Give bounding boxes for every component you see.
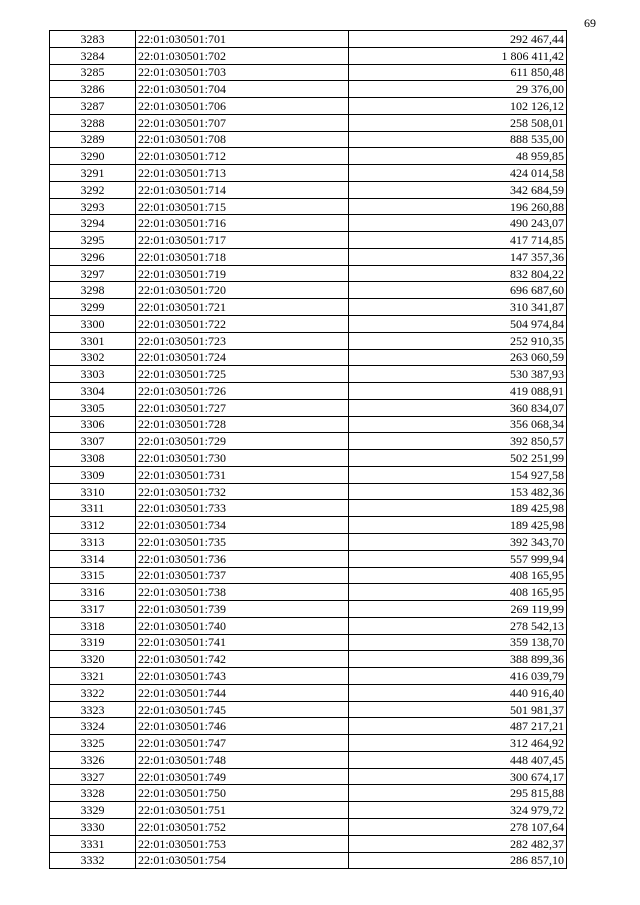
- row-number-cell: 3321: [50, 668, 136, 685]
- row-number-cell: 3296: [50, 248, 136, 265]
- table-row: [50, 299, 567, 316]
- cadastral-number-cell: 22:01:030501:725: [136, 366, 349, 383]
- table-row: [50, 181, 567, 198]
- row-number-cell: 3310: [50, 483, 136, 500]
- cadastral-value-cell: 300 674,17: [349, 768, 567, 785]
- table-row: [50, 265, 567, 282]
- page-number: 69: [584, 16, 596, 30]
- cadastral-number-cell: 22:01:030501:740: [136, 617, 349, 634]
- table-row: [50, 450, 567, 467]
- table-row: [50, 684, 567, 701]
- table-row: [50, 550, 567, 567]
- table-row: [50, 64, 567, 81]
- table-row: [50, 651, 567, 668]
- cadastral-number-cell: 22:01:030501:707: [136, 114, 349, 131]
- cadastral-number-cell: 22:01:030501:712: [136, 148, 349, 165]
- cadastral-value-cell: 424 014,58: [349, 165, 567, 182]
- table-row: [50, 282, 567, 299]
- cadastral-value-cell: 263 060,59: [349, 349, 567, 366]
- row-number-cell: 3308: [50, 450, 136, 467]
- cadastral-number-cell: 22:01:030501:715: [136, 198, 349, 215]
- cadastral-number-cell: 22:01:030501:713: [136, 165, 349, 182]
- cadastral-number-cell: 22:01:030501:724: [136, 349, 349, 366]
- table-row: [50, 131, 567, 148]
- cadastral-number-cell: 22:01:030501:739: [136, 601, 349, 618]
- cadastral-value-cell: 286 857,10: [349, 852, 567, 869]
- row-number-cell: 3306: [50, 416, 136, 433]
- cadastral-number-cell: 22:01:030501:749: [136, 768, 349, 785]
- table-row: [50, 31, 567, 48]
- table-row: [50, 852, 567, 869]
- cadastral-value-cell: 888 535,00: [349, 131, 567, 148]
- table-row: [50, 366, 567, 383]
- table-row: [50, 433, 567, 450]
- cadastral-number-cell: 22:01:030501:703: [136, 64, 349, 81]
- row-number-cell: 3284: [50, 47, 136, 64]
- row-number-cell: 3285: [50, 64, 136, 81]
- cadastral-value-cell: 154 927,58: [349, 466, 567, 483]
- cadastral-number-cell: 22:01:030501:735: [136, 533, 349, 550]
- cadastral-number-cell: 22:01:030501:719: [136, 265, 349, 282]
- table-row: [50, 148, 567, 165]
- table-row: [50, 785, 567, 802]
- cadastral-number-cell: 22:01:030501:716: [136, 215, 349, 232]
- table-row: [50, 47, 567, 64]
- cadastral-number-cell: 22:01:030501:720: [136, 282, 349, 299]
- row-number-cell: 3301: [50, 332, 136, 349]
- cadastral-value-cell: 611 850,48: [349, 64, 567, 81]
- row-number-cell: 3314: [50, 550, 136, 567]
- table-row: [50, 349, 567, 366]
- row-number-cell: 3283: [50, 31, 136, 48]
- cadastral-value-cell: 440 916,40: [349, 684, 567, 701]
- cadastral-value-cell: 448 407,45: [349, 751, 567, 768]
- table-row: [50, 751, 567, 768]
- cadastral-value-cell: 278 107,64: [349, 818, 567, 835]
- row-number-cell: 3305: [50, 399, 136, 416]
- table-row: [50, 98, 567, 115]
- table-row: [50, 198, 567, 215]
- row-number-cell: 3330: [50, 818, 136, 835]
- cadastral-value-cell: 504 974,84: [349, 316, 567, 333]
- row-number-cell: 3329: [50, 802, 136, 819]
- row-number-cell: 3309: [50, 466, 136, 483]
- row-number-cell: 3315: [50, 567, 136, 584]
- cadastral-number-cell: 22:01:030501:736: [136, 550, 349, 567]
- cadastral-value-cell: 356 068,34: [349, 416, 567, 433]
- table-row: [50, 483, 567, 500]
- row-number-cell: 3312: [50, 517, 136, 534]
- table-row: [50, 383, 567, 400]
- cadastral-number-cell: 22:01:030501:750: [136, 785, 349, 802]
- cadastral-value-cell: 252 910,35: [349, 332, 567, 349]
- cadastral-value-cell: 392 343,70: [349, 533, 567, 550]
- table-row: [50, 399, 567, 416]
- cadastral-value-cell: 269 119,99: [349, 601, 567, 618]
- row-number-cell: 3323: [50, 701, 136, 718]
- row-number-cell: 3320: [50, 651, 136, 668]
- cadastral-value-cell: 502 251,99: [349, 450, 567, 467]
- row-number-cell: 3303: [50, 366, 136, 383]
- cadastral-value-cell: 419 088,91: [349, 383, 567, 400]
- cadastral-value-cell: 147 357,36: [349, 248, 567, 265]
- row-number-cell: 3302: [50, 349, 136, 366]
- cadastral-number-cell: 22:01:030501:726: [136, 383, 349, 400]
- cadastral-number-cell: 22:01:030501:702: [136, 47, 349, 64]
- row-number-cell: 3332: [50, 852, 136, 869]
- cadastral-value-cell: 557 999,94: [349, 550, 567, 567]
- cadastral-number-cell: 22:01:030501:753: [136, 835, 349, 852]
- cadastral-number-cell: 22:01:030501:730: [136, 450, 349, 467]
- table-row: [50, 416, 567, 433]
- row-number-cell: 3319: [50, 634, 136, 651]
- cadastral-value-cell: 530 387,93: [349, 366, 567, 383]
- cadastral-number-cell: 22:01:030501:727: [136, 399, 349, 416]
- cadastral-value-table: [49, 30, 567, 869]
- cadastral-number-cell: 22:01:030501:743: [136, 668, 349, 685]
- row-number-cell: 3294: [50, 215, 136, 232]
- cadastral-number-cell: 22:01:030501:714: [136, 181, 349, 198]
- cadastral-number-cell: 22:01:030501:729: [136, 433, 349, 450]
- cadastral-number-cell: 22:01:030501:706: [136, 98, 349, 115]
- cadastral-value-cell: 258 508,01: [349, 114, 567, 131]
- cadastral-value-cell: 416 039,79: [349, 668, 567, 685]
- cadastral-value-cell: 359 138,70: [349, 634, 567, 651]
- table-row: [50, 584, 567, 601]
- table-row: [50, 466, 567, 483]
- table-row: [50, 768, 567, 785]
- cadastral-value-cell: 310 341,87: [349, 299, 567, 316]
- table-row: [50, 835, 567, 852]
- row-number-cell: 3295: [50, 232, 136, 249]
- table-row: [50, 81, 567, 98]
- row-number-cell: 3298: [50, 282, 136, 299]
- cadastral-value-cell: 392 850,57: [349, 433, 567, 450]
- table-row: [50, 232, 567, 249]
- row-number-cell: 3307: [50, 433, 136, 450]
- cadastral-value-cell: 278 542,13: [349, 617, 567, 634]
- row-number-cell: 3292: [50, 181, 136, 198]
- table-row: [50, 735, 567, 752]
- cadastral-value-cell: 388 899,36: [349, 651, 567, 668]
- row-number-cell: 3289: [50, 131, 136, 148]
- table-row: [50, 818, 567, 835]
- row-number-cell: 3327: [50, 768, 136, 785]
- cadastral-value-cell: 196 260,88: [349, 198, 567, 215]
- row-number-cell: 3288: [50, 114, 136, 131]
- table-row: [50, 500, 567, 517]
- table-row: [50, 601, 567, 618]
- table-row: [50, 718, 567, 735]
- table-row: [50, 215, 567, 232]
- cadastral-number-cell: 22:01:030501:742: [136, 651, 349, 668]
- cadastral-value-cell: 292 467,44: [349, 31, 567, 48]
- cadastral-number-cell: 22:01:030501:717: [136, 232, 349, 249]
- cadastral-number-cell: 22:01:030501:733: [136, 500, 349, 517]
- row-number-cell: 3318: [50, 617, 136, 634]
- row-number-cell: 3316: [50, 584, 136, 601]
- table-row: [50, 802, 567, 819]
- row-number-cell: 3313: [50, 533, 136, 550]
- row-number-cell: 3326: [50, 751, 136, 768]
- cadastral-number-cell: 22:01:030501:747: [136, 735, 349, 752]
- table-row: [50, 567, 567, 584]
- table-row: [50, 165, 567, 182]
- table-row: [50, 517, 567, 534]
- cadastral-value-cell: 342 684,59: [349, 181, 567, 198]
- cadastral-value-cell: 832 804,22: [349, 265, 567, 282]
- cadastral-value-cell: 408 165,95: [349, 584, 567, 601]
- row-number-cell: 3290: [50, 148, 136, 165]
- cadastral-value-cell: 696 687,60: [349, 282, 567, 299]
- row-number-cell: 3287: [50, 98, 136, 115]
- table-row: [50, 701, 567, 718]
- cadastral-number-cell: 22:01:030501:751: [136, 802, 349, 819]
- table-row: [50, 316, 567, 333]
- cadastral-number-cell: 22:01:030501:744: [136, 684, 349, 701]
- cadastral-value-cell: 282 482,37: [349, 835, 567, 852]
- row-number-cell: 3299: [50, 299, 136, 316]
- cadastral-value-cell: 295 815,88: [349, 785, 567, 802]
- cadastral-number-cell: 22:01:030501:738: [136, 584, 349, 601]
- table-row: [50, 533, 567, 550]
- row-number-cell: 3293: [50, 198, 136, 215]
- row-number-cell: 3291: [50, 165, 136, 182]
- cadastral-number-cell: 22:01:030501:722: [136, 316, 349, 333]
- row-number-cell: 3304: [50, 383, 136, 400]
- cadastral-number-cell: 22:01:030501:732: [136, 483, 349, 500]
- cadastral-number-cell: 22:01:030501:723: [136, 332, 349, 349]
- table-row: [50, 634, 567, 651]
- table-row: [50, 617, 567, 634]
- cadastral-number-cell: 22:01:030501:718: [136, 248, 349, 265]
- cadastral-number-cell: 22:01:030501:745: [136, 701, 349, 718]
- table-row: [50, 248, 567, 265]
- row-number-cell: 3325: [50, 735, 136, 752]
- cadastral-number-cell: 22:01:030501:708: [136, 131, 349, 148]
- cadastral-value-cell: 48 959,85: [349, 148, 567, 165]
- cadastral-value-cell: 1 806 411,42: [349, 47, 567, 64]
- row-number-cell: 3300: [50, 316, 136, 333]
- row-number-cell: 3324: [50, 718, 136, 735]
- cadastral-value-cell: 29 376,00: [349, 81, 567, 98]
- cadastral-value-cell: 360 834,07: [349, 399, 567, 416]
- cadastral-value-cell: 153 482,36: [349, 483, 567, 500]
- cadastral-value-cell: 189 425,98: [349, 500, 567, 517]
- table-row: [50, 668, 567, 685]
- cadastral-value-cell: 408 165,95: [349, 567, 567, 584]
- row-number-cell: 3331: [50, 835, 136, 852]
- cadastral-number-cell: 22:01:030501:704: [136, 81, 349, 98]
- cadastral-number-cell: 22:01:030501:741: [136, 634, 349, 651]
- row-number-cell: 3322: [50, 684, 136, 701]
- row-number-cell: 3328: [50, 785, 136, 802]
- cadastral-number-cell: 22:01:030501:737: [136, 567, 349, 584]
- table-row: [50, 114, 567, 131]
- cadastral-number-cell: 22:01:030501:746: [136, 718, 349, 735]
- cadastral-value-cell: 490 243,07: [349, 215, 567, 232]
- cadastral-number-cell: 22:01:030501:731: [136, 466, 349, 483]
- cadastral-value-cell: 487 217,21: [349, 718, 567, 735]
- cadastral-number-cell: 22:01:030501:728: [136, 416, 349, 433]
- cadastral-number-cell: 22:01:030501:721: [136, 299, 349, 316]
- cadastral-value-cell: 417 714,85: [349, 232, 567, 249]
- cadastral-number-cell: 22:01:030501:701: [136, 31, 349, 48]
- cadastral-number-cell: 22:01:030501:748: [136, 751, 349, 768]
- cadastral-value-cell: 501 981,37: [349, 701, 567, 718]
- row-number-cell: 3317: [50, 601, 136, 618]
- cadastral-value-cell: 312 464,92: [349, 735, 567, 752]
- row-number-cell: 3311: [50, 500, 136, 517]
- cadastral-value-cell: 324 979,72: [349, 802, 567, 819]
- cadastral-number-cell: 22:01:030501:754: [136, 852, 349, 869]
- cadastral-value-cell: 102 126,12: [349, 98, 567, 115]
- cadastral-number-cell: 22:01:030501:752: [136, 818, 349, 835]
- table-body: [50, 31, 567, 869]
- row-number-cell: 3297: [50, 265, 136, 282]
- cadastral-value-cell: 189 425,98: [349, 517, 567, 534]
- row-number-cell: 3286: [50, 81, 136, 98]
- cadastral-number-cell: 22:01:030501:734: [136, 517, 349, 534]
- table-row: [50, 332, 567, 349]
